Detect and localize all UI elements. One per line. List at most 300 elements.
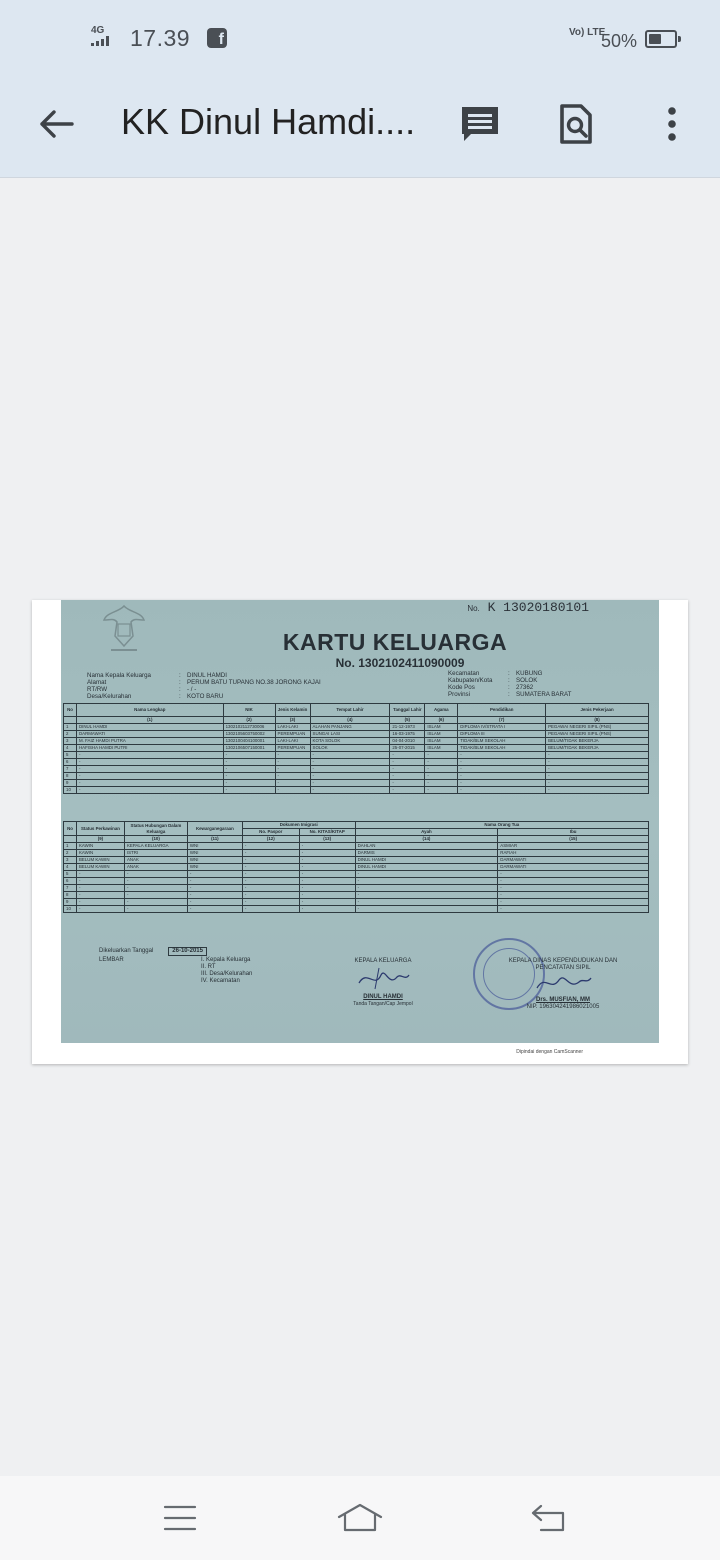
kepala-keluarga-block <box>343 958 423 1008</box>
table-row <box>64 906 649 913</box>
field-value: - / - <box>187 686 197 693</box>
t1-header-cell: Tanggal Lahir <box>390 704 425 717</box>
t1-header-cell: Pendidikan <box>458 704 546 717</box>
table-cell: - <box>187 871 242 878</box>
clock: 17.39 <box>130 25 191 51</box>
table-cell: 5 <box>64 752 77 759</box>
header_left-row: Desa/Kelurahan : KOTO BARU <box>87 693 224 700</box>
t1-code-cell <box>64 717 77 724</box>
table-cell: - <box>458 773 546 780</box>
table-cell: ASMIAR <box>498 843 649 850</box>
table-cell: - <box>299 864 355 871</box>
table-cell: 2 <box>64 850 77 857</box>
table-cell: - <box>124 878 187 885</box>
table-cell: DIPLOMA IV/STRATA I <box>458 724 546 731</box>
field-value: SOLOK <box>516 677 538 684</box>
table-cell: - <box>76 780 223 787</box>
t2-group-nama-orang-tua: Nama Orang Tua <box>355 822 648 829</box>
table-row <box>64 878 649 885</box>
table-cell: - <box>390 759 425 766</box>
table-cell: - <box>187 906 242 913</box>
table-cell: - <box>223 766 275 773</box>
menu-icon <box>163 1504 197 1532</box>
table-row <box>64 864 649 871</box>
table-cell: - <box>242 843 299 850</box>
table-cell: DINUL HAMDI <box>355 864 498 871</box>
table-cell: - <box>275 780 310 787</box>
dinas-signature <box>533 972 593 994</box>
t1-code-cell: (6) <box>425 717 458 724</box>
table-cell: - <box>458 787 546 794</box>
table-cell: - <box>390 780 425 787</box>
table-cell: 25-07-2015 <box>390 745 425 752</box>
table-cell: DINUL HAMDI <box>76 724 223 731</box>
table-row <box>64 871 649 878</box>
table-cell: - <box>498 899 649 906</box>
t1-header-cell: Jenis Pekerjaan <box>546 704 649 717</box>
table-cell: 21-12-1973 <box>390 724 425 731</box>
t2-code-cell: (12) <box>242 836 299 843</box>
lembar-label: LEMBAR <box>99 957 124 963</box>
table-cell: 16-03-1975 <box>390 731 425 738</box>
header_right-row: Kabupaten/Kota : SOLOK <box>448 677 538 684</box>
table-row <box>64 773 649 780</box>
table-cell: ISTRI <box>124 850 187 857</box>
field-value: DINUL HAMDI <box>187 672 227 679</box>
table-cell: 9 <box>64 780 77 787</box>
more-vert-icon <box>667 106 677 142</box>
table-cell: - <box>242 864 299 871</box>
field-value: PERUM BATU TUPANG NO.38 JORONG KAJAI <box>187 679 321 686</box>
table-cell: - <box>76 871 124 878</box>
table-cell: 6 <box>64 878 77 885</box>
table-cell: DARMAWATI <box>76 731 223 738</box>
table-cell: 3 <box>64 857 77 864</box>
table-cell: 04-04-2010 <box>390 738 425 745</box>
table-cell: - <box>390 773 425 780</box>
table-cell: 9 <box>64 899 77 906</box>
table-cell: ISLAM <box>425 724 458 731</box>
t2-code-cell: (11) <box>187 836 242 843</box>
table-cell: 1 <box>64 724 77 731</box>
signal-icon <box>91 36 111 46</box>
header_left-row: Alamat : PERUM BATU TUPANG NO.38 JORONG KAJAI <box>87 679 321 686</box>
table-row <box>64 885 649 892</box>
table-row <box>64 752 649 759</box>
t2-code-cell: (9) <box>76 836 124 843</box>
table-row <box>64 843 649 850</box>
network-indicator <box>91 26 125 46</box>
table-cell: - <box>458 752 546 759</box>
table-cell: - <box>355 871 498 878</box>
lembar-item: IV. Kecamatan <box>201 978 240 984</box>
table-cell: 3 <box>64 738 77 745</box>
t1-header-cell: No <box>64 704 77 717</box>
table-cell: - <box>124 885 187 892</box>
scanned-kartu-keluarga <box>61 600 659 1043</box>
header_left-row: Nama Kepala Keluarga : DINUL HAMDI <box>87 672 227 679</box>
table-cell: TIDAK/BLM SEKOLAH <box>458 738 546 745</box>
table-cell: - <box>124 871 187 878</box>
table-cell: - <box>355 906 498 913</box>
table-cell: - <box>76 766 223 773</box>
table-cell: WNI <box>187 857 242 864</box>
top-app-bar <box>0 0 720 178</box>
table-cell: - <box>223 759 275 766</box>
table-cell: 10 <box>64 787 77 794</box>
header_left-row: RT/RW : - / - <box>87 686 197 693</box>
table-cell: KAWIN <box>76 850 124 857</box>
table-cell: - <box>299 899 355 906</box>
header_right-row: Kode Pos : 27362 <box>448 684 534 691</box>
table-cell: - <box>390 787 425 794</box>
field-label: Desa/Kelurahan <box>87 693 132 700</box>
table-row <box>64 892 649 899</box>
table-cell: 1302106507150001 <box>223 745 275 752</box>
table-cell: - <box>458 780 546 787</box>
table-cell: HAFISHA HAMDI PUTRI <box>76 745 223 752</box>
home-button[interactable] <box>330 1494 390 1542</box>
battery-percent: 50% <box>601 31 638 51</box>
table-cell: - <box>546 759 649 766</box>
table-cell: BELUM/TIDAK BEKERJA <box>546 745 649 752</box>
table-cell: 7 <box>64 766 77 773</box>
field-value: 27362 <box>516 684 534 691</box>
table-cell: ALAHAN PANJANG <box>310 724 390 731</box>
lembar-item: II. RT <box>201 964 216 970</box>
t2-code-cell: (15) <box>498 836 649 843</box>
table-cell: - <box>546 773 649 780</box>
table-cell: - <box>242 871 299 878</box>
table-cell: 8 <box>64 892 77 899</box>
table-cell: - <box>498 871 649 878</box>
table-cell: - <box>275 759 310 766</box>
table-cell: - <box>299 857 355 864</box>
table-cell: - <box>546 780 649 787</box>
lembar-item: I. Kepala Keluarga <box>201 957 251 963</box>
table-cell: - <box>458 766 546 773</box>
table-cell: - <box>498 906 649 913</box>
t1-code-cell: (5) <box>390 717 425 724</box>
table-cell: - <box>124 899 187 906</box>
field-value: SUMATERA BARAT <box>516 691 572 698</box>
t2-code-cell <box>64 836 77 843</box>
t1-code-cell: (4) <box>310 717 390 724</box>
serial-number: No. K 13020180101 <box>467 600 589 615</box>
table-cell: - <box>299 871 355 878</box>
table-cell: DAHLAN <box>355 843 498 850</box>
issued-date: 26-10-2015 <box>168 947 207 956</box>
table-cell: - <box>76 878 124 885</box>
table-cell: 8 <box>64 773 77 780</box>
t2-code-cell: (13) <box>299 836 355 843</box>
table-cell: M. FAIZ HAMDI PUTRA <box>76 738 223 745</box>
table-cell: TIDAK/BLM SEKOLAH <box>458 745 546 752</box>
table-cell: - <box>242 899 299 906</box>
table-cell: - <box>310 752 390 759</box>
t2-header-no: No <box>64 822 77 836</box>
document-page[interactable] <box>32 600 688 1064</box>
table-cell: 7 <box>64 885 77 892</box>
field-label: Alamat <box>87 679 107 686</box>
lembar-list <box>201 957 252 985</box>
table-cell: 5 <box>64 871 77 878</box>
table-cell: WNI <box>187 850 242 857</box>
table-row <box>64 738 649 745</box>
back-arrow-icon <box>38 109 74 139</box>
table-cell: - <box>390 766 425 773</box>
t2-header-ayah: Ayah <box>355 829 498 836</box>
table-cell: - <box>310 780 390 787</box>
table-cell: - <box>425 773 458 780</box>
family-members-table <box>63 703 649 794</box>
table-cell: - <box>355 878 498 885</box>
table-cell: PEGAWAI NEGERI SIPIL (PNS) <box>546 724 649 731</box>
t1-header-cell: Tempat Lahir <box>310 704 390 717</box>
table-cell: - <box>425 766 458 773</box>
table-cell: - <box>425 752 458 759</box>
kk-title: KARTU KELUARGA <box>282 629 508 655</box>
table-cell: - <box>76 899 124 906</box>
table-cell: ISLAM <box>425 745 458 752</box>
table-cell: - <box>299 843 355 850</box>
table-cell: 10 <box>64 906 77 913</box>
table-cell: PEREMPUAN <box>275 745 310 752</box>
table-cell: 1 <box>64 843 77 850</box>
comment-icon <box>459 104 501 144</box>
table-cell: - <box>76 759 223 766</box>
table-cell: SOLOK <box>310 745 390 752</box>
table-cell: - <box>310 787 390 794</box>
table-cell: BELUM/TIDAK BEKERJA <box>546 738 649 745</box>
table-cell: - <box>187 885 242 892</box>
table-cell: - <box>546 787 649 794</box>
table-cell: WNI <box>187 843 242 850</box>
table-cell: DINUL HAMDI <box>355 857 498 864</box>
table-cell: - <box>187 899 242 906</box>
issued-label: Dikeluarkan Tanggal <box>99 948 154 954</box>
header_right-row: Provinsi : SUMATERA BARAT <box>448 691 572 698</box>
table-cell: - <box>498 892 649 899</box>
table-row <box>64 766 649 773</box>
t2-header-kitas: No. KITAS/KITAP <box>299 829 355 836</box>
find-in-page-icon <box>559 103 593 145</box>
table-row <box>64 857 649 864</box>
status-bar <box>0 0 720 80</box>
find-in-page-button[interactable] <box>548 96 604 152</box>
table-cell: - <box>299 878 355 885</box>
table-cell: - <box>425 759 458 766</box>
facebook-icon: f <box>207 28 227 48</box>
table-cell: - <box>275 766 310 773</box>
table-cell: DIPLOMA III <box>458 731 546 738</box>
dinas-label: KEPALA DINAS KEPENDUDUKAN DAN PENCATATAN SIPIL <box>508 958 618 971</box>
table-cell: LAKI-LAKI <box>275 738 310 745</box>
table-cell: ANAK <box>124 864 187 871</box>
table-cell: - <box>76 787 223 794</box>
dinas-name: Drs. MUSFIAN, MM <box>536 997 590 1003</box>
table-cell: - <box>310 766 390 773</box>
t2-code-cell: (14) <box>355 836 498 843</box>
table-cell: - <box>124 892 187 899</box>
table-row <box>64 899 649 906</box>
table-cell: - <box>310 773 390 780</box>
table-row <box>64 731 649 738</box>
table-cell: - <box>76 773 223 780</box>
table-cell: - <box>223 787 275 794</box>
header_right-row: Kecamatan : KUBUNG <box>448 670 543 677</box>
table-cell: - <box>299 885 355 892</box>
field-label: Kabupaten/Kota <box>448 677 493 684</box>
table-cell: - <box>242 878 299 885</box>
field-label: Kecamatan <box>448 670 480 677</box>
table-cell: - <box>355 892 498 899</box>
field-label: Kode Pos <box>448 684 475 691</box>
table-cell: - <box>223 773 275 780</box>
kepala-name: DINUL HAMDI <box>363 994 403 1000</box>
t1-header-cell: Jenis Kelamin <box>275 704 310 717</box>
table-cell: - <box>76 906 124 913</box>
home-icon <box>336 1502 384 1534</box>
issued-block <box>99 947 252 985</box>
table-cell: - <box>425 787 458 794</box>
kepala-signature <box>353 965 413 991</box>
table-cell: KOTA SOLOK <box>310 738 390 745</box>
table-cell: - <box>242 892 299 899</box>
table-cell: - <box>242 906 299 913</box>
table-cell: ANAK <box>124 857 187 864</box>
table-cell: - <box>355 899 498 906</box>
table-cell: DARMAWATI <box>498 864 649 871</box>
t1-code-cell: (8) <box>546 717 649 724</box>
table-cell: 4 <box>64 745 77 752</box>
table-cell: - <box>76 752 223 759</box>
table-cell: - <box>242 885 299 892</box>
table-cell: PEGAWAI NEGERI SIPIL (PNS) <box>546 731 649 738</box>
table-cell: - <box>299 906 355 913</box>
table-cell: LAKI-LAKI <box>275 724 310 731</box>
battery-icon <box>645 30 677 48</box>
field-label: Provinsi <box>448 691 471 698</box>
system-nav-bar <box>0 1476 720 1560</box>
table-cell: ISLAM <box>425 731 458 738</box>
table-cell: - <box>299 850 355 857</box>
lembar-item: III. Desa/Kelurahan <box>201 971 253 977</box>
field-value: KUBUNG <box>516 670 543 677</box>
table-cell: 1302105603750002 <box>223 731 275 738</box>
table-cell: DARMIS <box>355 850 498 857</box>
table-cell: - <box>355 885 498 892</box>
table-cell: ISLAM <box>425 738 458 745</box>
table-cell: - <box>275 773 310 780</box>
table-cell: - <box>223 752 275 759</box>
document-title: KK Dinul Hamdi.... <box>121 101 416 142</box>
header-right <box>448 670 571 698</box>
table-cell: DARMAWATI <box>498 857 649 864</box>
table-cell: RAFIAH <box>498 850 649 857</box>
t1-code-cell: (1) <box>76 717 223 724</box>
table-row <box>64 780 649 787</box>
table-cell: - <box>310 759 390 766</box>
recent-apps-button[interactable] <box>150 1494 210 1542</box>
table-cell: SUNGAI LASI <box>310 731 390 738</box>
table-row <box>64 745 649 752</box>
table-cell: - <box>124 906 187 913</box>
network-label: 4G <box>91 25 105 36</box>
t1-code-cell: (2) <box>223 717 275 724</box>
back-icon <box>529 1503 567 1533</box>
scanner-watermark: Dipindai dengan CamScanner <box>516 1049 583 1055</box>
table-cell: 1302100404100001 <box>223 738 275 745</box>
field-value: KOTO BARU <box>187 693 224 700</box>
table-cell: - <box>187 878 242 885</box>
t2-code-cell: (10) <box>124 836 187 843</box>
t2-header-status-perkawinan: Status Perkawinan <box>76 822 124 836</box>
kepala-dinas-block <box>493 958 633 1011</box>
table-cell: PEREMPUAN <box>275 731 310 738</box>
comment-button[interactable] <box>452 96 508 152</box>
table-row <box>64 724 649 731</box>
table-row <box>64 759 649 766</box>
table-cell: - <box>187 892 242 899</box>
table-cell: - <box>299 892 355 899</box>
table-cell: - <box>242 850 299 857</box>
table-cell: BELUM KAWIN <box>76 857 124 864</box>
volte-indicator: Vo) LTE <box>569 27 606 38</box>
t1-header-cell: Nama Lengkap <box>76 704 223 717</box>
t1-code-cell: (3) <box>275 717 310 724</box>
t2-header-paspor: No. Paspor <box>242 829 299 836</box>
table-cell: - <box>275 752 310 759</box>
table-cell: - <box>242 857 299 864</box>
t2-header-kewarganegaraan: Kewarganegaraan <box>187 822 242 836</box>
back-nav-button[interactable] <box>518 1494 578 1542</box>
table-cell: BELUM KAWIN <box>76 864 124 871</box>
table-cell: - <box>76 892 124 899</box>
table-cell: - <box>498 885 649 892</box>
table-cell: 2 <box>64 731 77 738</box>
field-label: RT/RW <box>87 686 108 693</box>
back-button[interactable] <box>28 96 84 152</box>
table-cell: KAWIN <box>76 843 124 850</box>
table-cell: 1302102112730006 <box>223 724 275 731</box>
table-cell: - <box>546 752 649 759</box>
kepala-sub: Tanda Tangan/Cap Jempol <box>353 1001 413 1007</box>
family-status-table <box>63 821 649 913</box>
t2-header-status-hubungan: Status Hubungan Dalam Keluarga <box>124 822 187 836</box>
table-cell: - <box>275 787 310 794</box>
more-options-button[interactable] <box>644 96 700 152</box>
table-cell: - <box>425 780 458 787</box>
table-cell: KEPALA KELUARGA <box>124 843 187 850</box>
table-row <box>64 850 649 857</box>
table-row <box>64 787 649 794</box>
table-cell: - <box>458 759 546 766</box>
t1-code-cell: (7) <box>458 717 546 724</box>
kk-number: No. 1302102411090009 <box>335 656 465 670</box>
header-left <box>87 672 321 700</box>
table-cell: - <box>223 780 275 787</box>
t1-header-cell: NIK <box>223 704 275 717</box>
t2-header-ibu: Ibu <box>498 829 649 836</box>
t2-group-dokumen-imigrasi: Dokumen Imigrasi <box>242 822 355 829</box>
table-cell: WNI <box>187 864 242 871</box>
table-cell: - <box>498 878 649 885</box>
field-label: Nama Kepala Keluarga <box>87 672 151 679</box>
t1-header-cell: Agama <box>425 704 458 717</box>
table-cell: - <box>76 885 124 892</box>
table-cell: 4 <box>64 864 77 871</box>
